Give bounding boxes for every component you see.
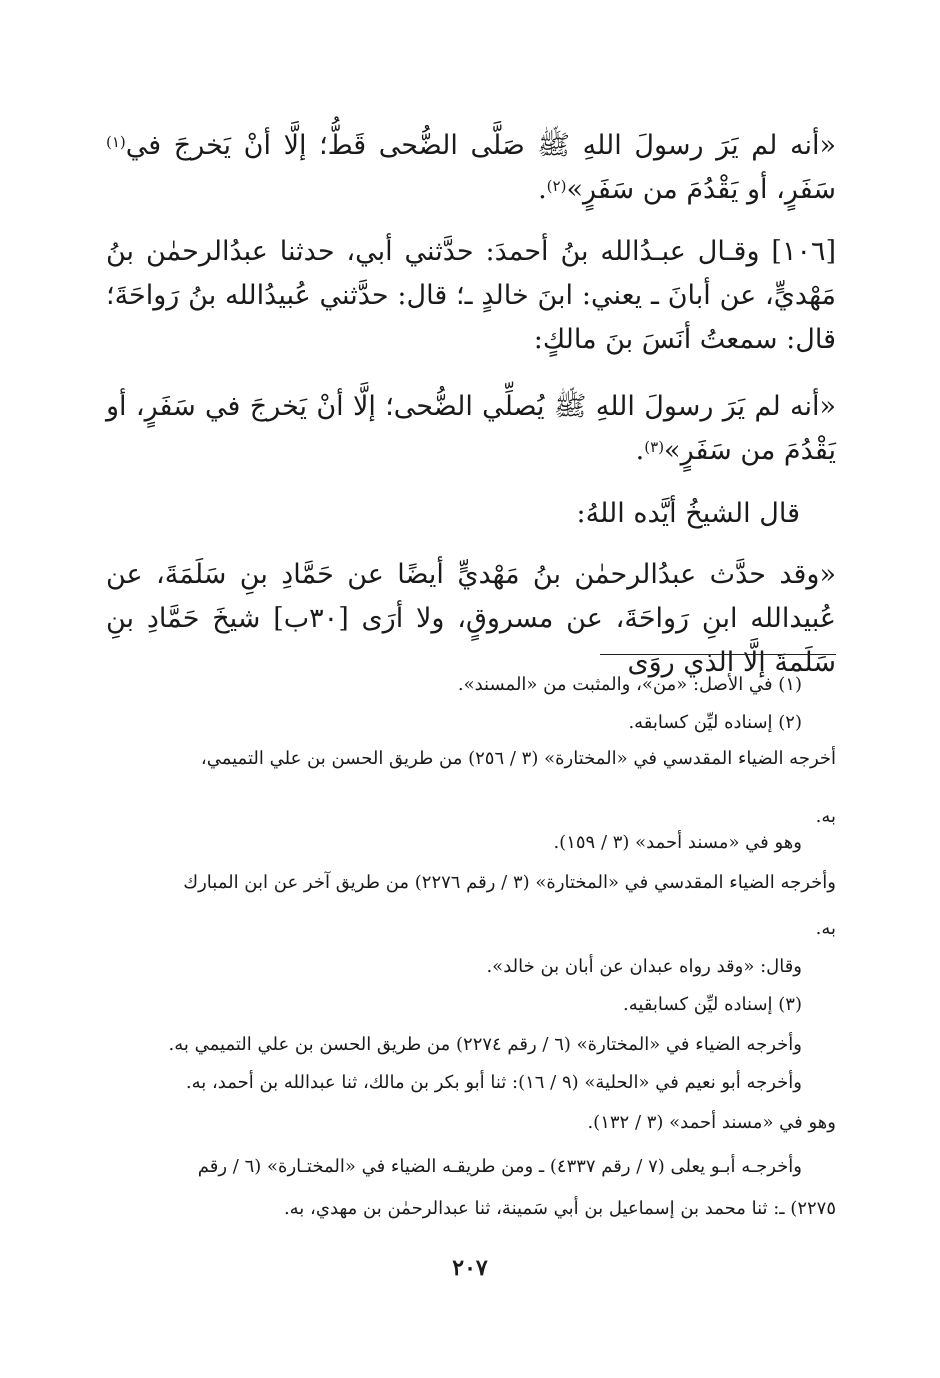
footnote-2: (٢) إسناده ليِّن كسابقه.	[628, 712, 802, 733]
footnote-line: وهو في «مسند أحمد» (٣ / ١٥٩).	[553, 832, 802, 853]
isnad-106-text: [١٠٦] وقـال عبـدُالله بنُ أحمدَ: حدَّثني أبي، حدثنا عبدُالرحمٰن بنُ مَهْديٍّ، عن أبانَ ـ يعني: ابنَ خالدٍ ـ؛ قال: حدَّثني عُبيدُالله بنُ رَواحَةَ؛ قال: سمعتُ أنَسَ بنَ مالكٍ:	[106, 236, 836, 355]
commentary-text: «وقد حدَّث عبدُالرحمٰن بنُ مَهْديٍّ أيضًا عن حَمَّادِ بنِ سَلَمَةَ، عن عُبيدالله ابنِ رَواحَةَ، عن مسروقٍ، ولا أرَى [٣٠ب] شيخَ حَمَّادِ بنِ سَلَمةَ إلَّا الذي روَى	[106, 559, 836, 678]
hadith-1-text: «أنه لم يَرَ رسولَ اللهِ ﷺ صَلَّى الضُّحى قَطُّ؛ إلَّا أنْ يَخرجَ في	[125, 130, 836, 161]
footnote-line: به.	[815, 918, 836, 939]
hadith-1-end: .	[538, 174, 547, 205]
hadith-2-end: .	[635, 435, 645, 466]
footnote-line: وقال: «وقد رواه عبدان عن أبان بن خالد».	[486, 956, 802, 977]
footnote-line: وهو في «مسند أحمد» (٣ / ١٣٢).	[587, 1112, 836, 1133]
footnote-line: وأخرجه الضياء في «المختارة» (٦ / رقم ٢٢٧٤) من طريق الحسن بن علي التميمي به.	[168, 1034, 802, 1055]
footnote-line: وأخرجـه أبـو يعلى (٧ / رقم ٤٣٣٧) ـ ومن طريقـه الضياء في «المختـارة» (٦ / رقم	[197, 1156, 802, 1177]
paragraph-sheikh	[106, 492, 800, 536]
footnote-ref-1: (١)	[106, 133, 126, 151]
paragraph-commentary	[106, 553, 836, 685]
footnote-line: وأخرجه الضياء المقدسي في «المختارة» (٣ / رقم ٢٢٧٦) من طريق آخر عن ابن المبارك	[183, 872, 836, 893]
hadith-1-continuation: سَفَرٍ، أو يَقْدُمَ من سَفَرٍ»	[566, 174, 836, 205]
page-number: ٢٠٧	[452, 1255, 488, 1281]
footnote-line: به.	[815, 806, 836, 827]
footnote-separator	[600, 654, 836, 655]
footnote-3: (٣) إسناده ليِّن كسابقيه.	[623, 994, 802, 1015]
footnote-line: ٢٢٧٥) ـ: ثنا محمد بن إسماعيل بن أبي سَمينة، ثنا عبدالرحمٰن بن مهدي، به.	[283, 1198, 836, 1219]
footnote-line: وأخرجه أبو نعيم في «الحلية» (٩ / ١٦): ثنا أبو بكر بن مالك، ثنا عبدالله بن أحمد، به.	[185, 1072, 802, 1093]
footnote-ref-2: (٢)	[546, 177, 567, 195]
paragraph-hadith-1	[106, 124, 836, 212]
footnote-line: أخرجه الضياء المقدسي في «المختارة» (٣ / ٢٥٦) من طريق الحسن بن علي التميمي،	[200, 748, 836, 769]
footnote-ref-3: (٣)	[644, 438, 665, 456]
hadith-2-text: «أنه لم يَرَ رسولَ اللهِ ﷺ يُصلِّي الضُّحى؛ إلَّا أنْ يَخرجَ في سَفَرٍ، أو يَقْدُمَ من سَفَرٍ»	[106, 391, 836, 466]
footnote-1: (١) في الأصل: «من»، والمثبت من «المسند».	[457, 674, 802, 695]
paragraph-isnad-106	[106, 230, 836, 362]
paragraph-hadith-2	[106, 385, 836, 473]
sheikh-text: قال الشيخُ أيَّده اللهُ:	[576, 498, 800, 529]
